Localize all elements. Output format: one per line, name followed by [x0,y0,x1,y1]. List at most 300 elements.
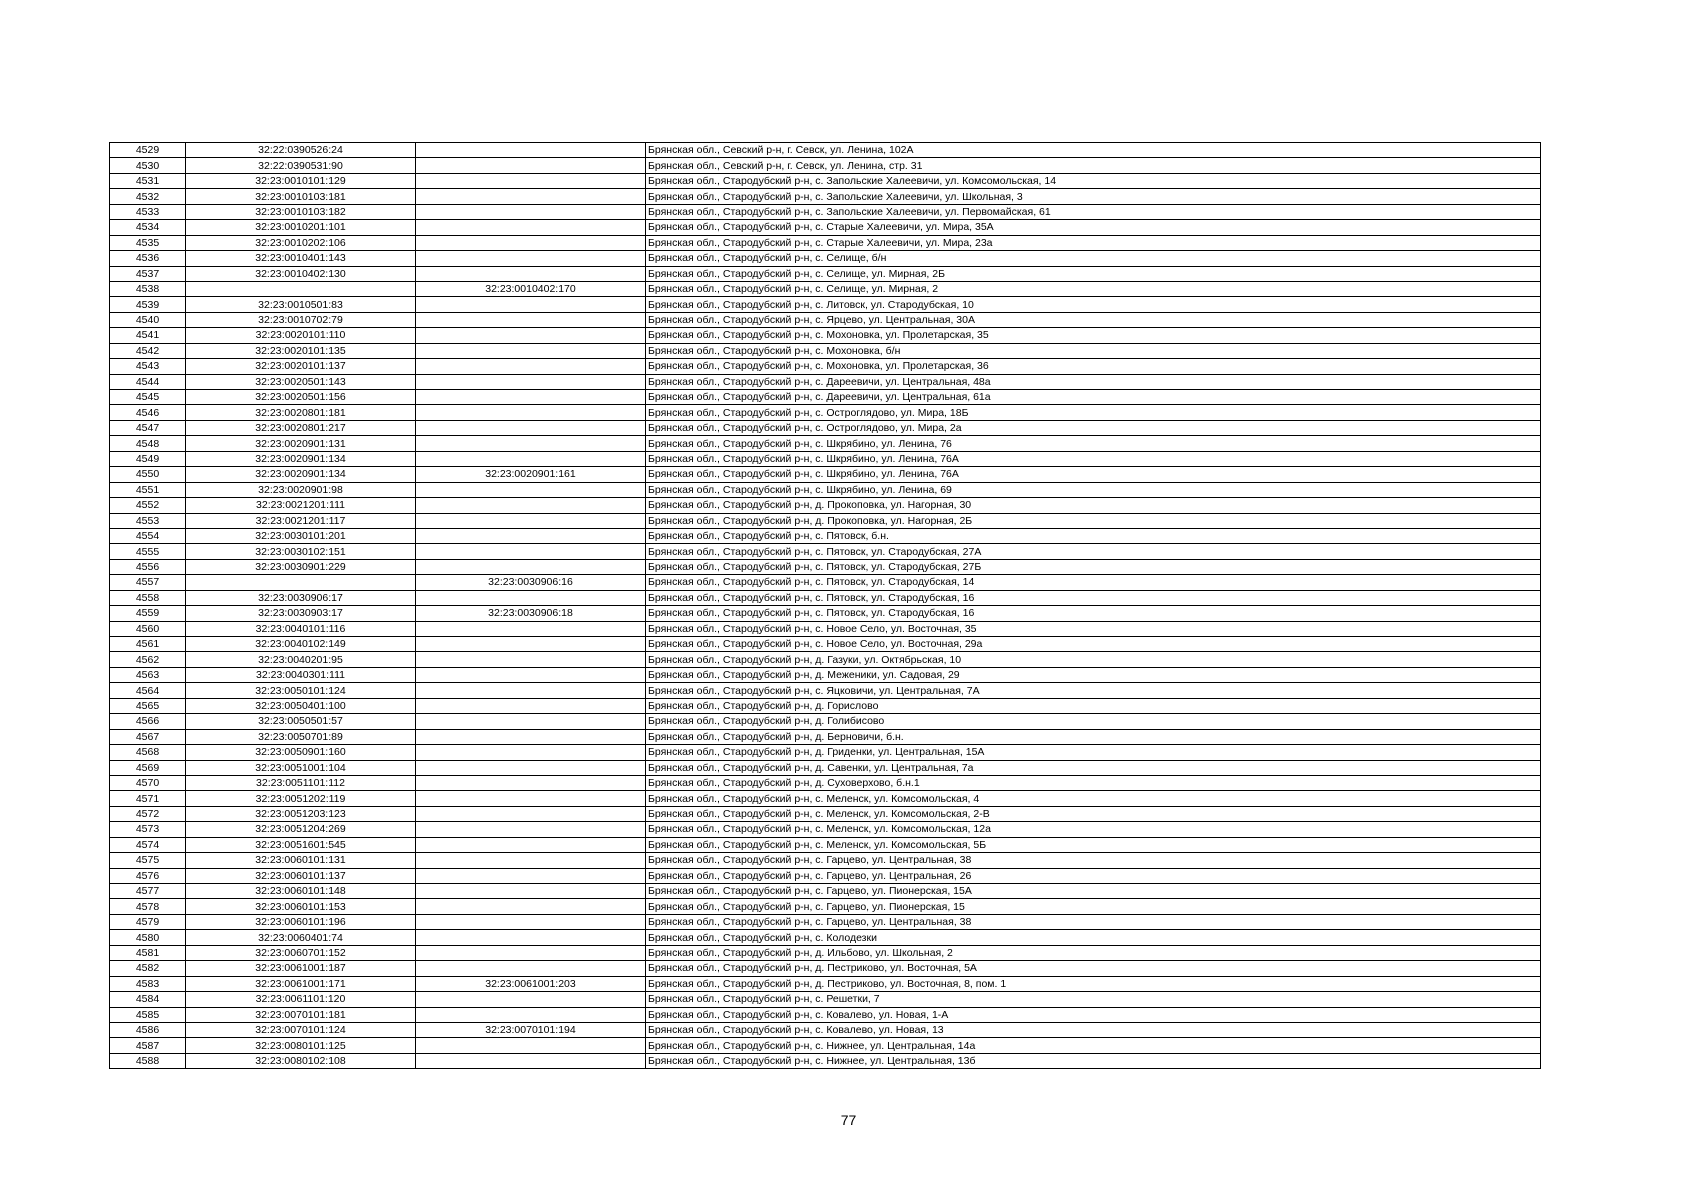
cadastral-number-cell: 32:22:0390531:90 [186,158,416,173]
table-row [110,204,1541,219]
registry-table-body [110,143,1541,1069]
row-number-cell: 4545 [110,390,186,405]
address-cell: Брянская обл., Стародубский р-н, д. Голибисово [646,714,1541,729]
address-cell: Брянская обл., Стародубский р-н, с. Меленск, ул. Комсомольская, 5Б [646,837,1541,852]
row-number-cell: 4577 [110,884,186,899]
row-number-cell: 4563 [110,667,186,682]
cadastral-number-cell: 32:23:0050401:100 [186,698,416,713]
linked-cadastral-number-cell [416,590,646,605]
row-number-cell: 4561 [110,637,186,652]
table-row [110,868,1541,883]
linked-cadastral-number-cell [416,328,646,343]
address-cell: Брянская обл., Стародубский р-н, с. Мохоновка, ул. Пролетарская, 36 [646,359,1541,374]
cadastral-number-cell: 32:23:0030903:17 [186,606,416,621]
table-row [110,405,1541,420]
cadastral-number-cell: 32:23:0050501:57 [186,714,416,729]
address-cell: Брянская обл., Стародубский р-н, д. Газуки, ул. Октябрьская, 10 [646,652,1541,667]
cadastral-number-cell: 32:23:0051101:112 [186,775,416,790]
row-number-cell: 4544 [110,374,186,389]
cadastral-number-cell: 32:23:0020901:131 [186,436,416,451]
table-row [110,806,1541,821]
address-cell: Брянская обл., Стародубский р-н, с. Запольские Халеевичи, ул. Первомайская, 61 [646,204,1541,219]
linked-cadastral-number-cell: 32:23:0030906:18 [416,606,646,621]
address-cell: Брянская обл., Стародубский р-н, с. Запольские Халеевичи, ул. Школьная, 3 [646,189,1541,204]
linked-cadastral-number-cell [416,513,646,528]
cadastral-number-cell: 32:23:0040201:95 [186,652,416,667]
row-number-cell: 4557 [110,575,186,590]
linked-cadastral-number-cell [416,374,646,389]
address-cell: Брянская обл., Стародубский р-н, с. Ковалево, ул. Новая, 13 [646,1022,1541,1037]
table-row [110,714,1541,729]
linked-cadastral-number-cell [416,745,646,760]
address-cell: Брянская обл., Стародубский р-н, с. Гарцево, ул. Центральная, 38 [646,914,1541,929]
address-cell: Брянская обл., Стародубский р-н, с. Пятовск, ул. Стародубская, 16 [646,606,1541,621]
table-row [110,914,1541,929]
cadastral-number-cell: 32:23:0030102:151 [186,544,416,559]
address-cell: Брянская обл., Стародубский р-н, с. Яцковичи, ул. Центральная, 7А [646,683,1541,698]
linked-cadastral-number-cell [416,544,646,559]
table-row [110,822,1541,837]
linked-cadastral-number-cell [416,637,646,652]
cadastral-number-cell: 32:23:0051601:545 [186,837,416,852]
address-cell: Брянская обл., Стародубский р-н, д. Ильбово, ул. Школьная, 2 [646,945,1541,960]
cadastral-number-cell [186,575,416,590]
cadastral-number-cell: 32:23:0020801:181 [186,405,416,420]
table-row [110,173,1541,188]
table-row [110,297,1541,312]
table-row [110,1038,1541,1053]
address-cell: Брянская обл., Стародубский р-н, с. Новое Село, ул. Восточная, 35 [646,621,1541,636]
linked-cadastral-number-cell [416,266,646,281]
cadastral-number-cell: 32:23:0051204:269 [186,822,416,837]
row-number-cell: 4543 [110,359,186,374]
cadastral-number-cell: 32:23:0030906:17 [186,590,416,605]
cadastral-number-cell: 32:23:0060101:137 [186,868,416,883]
table-row [110,513,1541,528]
cadastral-number-cell: 32:23:0020901:98 [186,482,416,497]
table-row [110,992,1541,1007]
cadastral-number-cell: 32:23:0010103:182 [186,204,416,219]
cadastral-number-cell: 32:23:0010402:130 [186,266,416,281]
row-number-cell: 4540 [110,312,186,327]
linked-cadastral-number-cell: 32:23:0010402:170 [416,281,646,296]
linked-cadastral-number-cell: 32:23:0030906:16 [416,575,646,590]
cadastral-number-cell: 32:23:0061001:187 [186,961,416,976]
linked-cadastral-number-cell [416,528,646,543]
table-row [110,312,1541,327]
linked-cadastral-number-cell [416,961,646,976]
address-cell: Брянская обл., Стародубский р-н, с. Мохоновка, б/н [646,343,1541,358]
row-number-cell: 4565 [110,698,186,713]
address-cell: Брянская обл., Стародубский р-н, с. Меленск, ул. Комсомольская, 2-В [646,806,1541,821]
row-number-cell: 4566 [110,714,186,729]
row-number-cell: 4537 [110,266,186,281]
linked-cadastral-number-cell [416,405,646,420]
linked-cadastral-number-cell [416,251,646,266]
cadastral-number-cell: 32:23:0020101:137 [186,359,416,374]
address-cell: Брянская обл., Стародубский р-н, д. Горислово [646,698,1541,713]
cadastral-number-cell: 32:22:0390526:24 [186,143,416,158]
address-cell: Брянская обл., Стародубский р-н, с. Гарцево, ул. Центральная, 38 [646,853,1541,868]
table-row [110,328,1541,343]
linked-cadastral-number-cell [416,451,646,466]
address-cell: Брянская обл., Стародубский р-н, с. Меленск, ул. Комсомольская, 12а [646,822,1541,837]
cadastral-number-cell: 32:23:0051001:104 [186,760,416,775]
row-number-cell: 4554 [110,528,186,543]
table-row [110,467,1541,482]
table-row [110,1053,1541,1068]
linked-cadastral-number-cell [416,914,646,929]
address-cell: Брянская обл., Стародубский р-н, с. Нижнее, ул. Центральная, 13б [646,1053,1541,1068]
address-cell: Брянская обл., Стародубский р-н, с. Запольские Халеевичи, ул. Комсомольская, 14 [646,173,1541,188]
linked-cadastral-number-cell [416,143,646,158]
address-cell: Брянская обл., Стародубский р-н, с. Селище, ул. Мирная, 2 [646,281,1541,296]
address-cell: Брянская обл., Стародубский р-н, д. Пестриково, ул. Восточная, 5А [646,961,1541,976]
row-number-cell: 4568 [110,745,186,760]
address-cell: Брянская обл., Стародубский р-н, с. Остроглядово, ул. Мира, 18Б [646,405,1541,420]
row-number-cell: 4581 [110,945,186,960]
row-number-cell: 4574 [110,837,186,852]
linked-cadastral-number-cell [416,173,646,188]
address-cell: Брянская обл., Стародубский р-н, с. Гарцево, ул. Центральная, 26 [646,868,1541,883]
table-row [110,899,1541,914]
address-cell: Брянская обл., Стародубский р-н, д. Берновичи, б.н. [646,729,1541,744]
linked-cadastral-number-cell [416,621,646,636]
address-cell: Брянская обл., Севский р-н, г. Севск, ул. Ленина, стр. 31 [646,158,1541,173]
address-cell: Брянская обл., Стародубский р-н, с. Шкрябино, ул. Ленина, 76А [646,451,1541,466]
row-number-cell: 4535 [110,235,186,250]
address-cell: Брянская обл., Стародубский р-н, д. Пестриково, ул. Восточная, 8, пом. 1 [646,976,1541,991]
address-cell: Брянская обл., Стародубский р-н, д. Прокоповка, ул. Нагорная, 2Б [646,513,1541,528]
row-number-cell: 4572 [110,806,186,821]
linked-cadastral-number-cell [416,420,646,435]
row-number-cell: 4556 [110,559,186,574]
linked-cadastral-number-cell [416,899,646,914]
linked-cadastral-number-cell [416,158,646,173]
linked-cadastral-number-cell [416,482,646,497]
table-row [110,281,1541,296]
linked-cadastral-number-cell [416,1007,646,1022]
address-cell: Брянская обл., Стародубский р-н, с. Меленск, ул. Комсомольская, 4 [646,791,1541,806]
cadastral-number-cell: 32:23:0020501:143 [186,374,416,389]
row-number-cell: 4588 [110,1053,186,1068]
address-cell: Брянская обл., Стародубский р-н, с. Нижнее, ул. Центральная, 14а [646,1038,1541,1053]
table-row [110,698,1541,713]
linked-cadastral-number-cell [416,1053,646,1068]
table-row [110,884,1541,899]
row-number-cell: 4562 [110,652,186,667]
table-row [110,498,1541,513]
cadastral-number-cell: 32:23:0010202:106 [186,235,416,250]
table-row [110,775,1541,790]
cadastral-number-cell: 32:23:0060101:153 [186,899,416,914]
row-number-cell: 4586 [110,1022,186,1037]
table-row [110,420,1541,435]
cadastral-number-cell: 32:23:0030101:201 [186,528,416,543]
row-number-cell: 4579 [110,914,186,929]
linked-cadastral-number-cell [416,714,646,729]
row-number-cell: 4578 [110,899,186,914]
cadastral-number-cell: 32:23:0060101:148 [186,884,416,899]
row-number-cell: 4584 [110,992,186,1007]
linked-cadastral-number-cell [416,683,646,698]
linked-cadastral-number-cell [416,992,646,1007]
linked-cadastral-number-cell [416,791,646,806]
linked-cadastral-number-cell [416,359,646,374]
linked-cadastral-number-cell [416,235,646,250]
row-number-cell: 4560 [110,621,186,636]
linked-cadastral-number-cell [416,698,646,713]
linked-cadastral-number-cell [416,652,646,667]
cadastral-number-cell: 32:23:0050701:89 [186,729,416,744]
row-number-cell: 4546 [110,405,186,420]
row-number-cell: 4538 [110,281,186,296]
cadastral-number-cell: 32:23:0080101:125 [186,1038,416,1053]
address-cell: Брянская обл., Стародубский р-н, с. Пятовск, б.н. [646,528,1541,543]
cadastral-number-cell: 32:23:0060101:131 [186,853,416,868]
cadastral-number-cell: 32:23:0040301:111 [186,667,416,682]
row-number-cell: 4582 [110,961,186,976]
table-row [110,451,1541,466]
table-row [110,729,1541,744]
table-row [110,343,1541,358]
linked-cadastral-number-cell [416,436,646,451]
row-number-cell: 4576 [110,868,186,883]
address-cell: Брянская обл., Стародубский р-н, с. Шкрябино, ул. Ленина, 76 [646,436,1541,451]
row-number-cell: 4530 [110,158,186,173]
table-row [110,158,1541,173]
address-cell: Брянская обл., Стародубский р-н, с. Пятовск, ул. Стародубская, 14 [646,575,1541,590]
linked-cadastral-number-cell [416,204,646,219]
row-number-cell: 4553 [110,513,186,528]
row-number-cell: 4542 [110,343,186,358]
address-cell: Брянская обл., Стародубский р-н, с. Ковалево, ул. Новая, 1-А [646,1007,1541,1022]
address-cell: Брянская обл., Стародубский р-н, с. Пятовск, ул. Стародубская, 16 [646,590,1541,605]
linked-cadastral-number-cell: 32:23:0061001:203 [416,976,646,991]
address-cell: Брянская обл., Стародубский р-н, с. Пятовск, ул. Стародубская, 27Б [646,559,1541,574]
cadastral-number-cell: 32:23:0020901:134 [186,467,416,482]
row-number-cell: 4564 [110,683,186,698]
table-row [110,575,1541,590]
linked-cadastral-number-cell [416,853,646,868]
linked-cadastral-number-cell [416,189,646,204]
address-cell: Брянская обл., Стародубский р-н, с. Дареевичи, ул. Центральная, 48а [646,374,1541,389]
row-number-cell: 4585 [110,1007,186,1022]
cadastral-number-cell: 32:23:0020101:135 [186,343,416,358]
cadastral-number-cell: 32:23:0050101:124 [186,683,416,698]
table-row [110,621,1541,636]
row-number-cell: 4571 [110,791,186,806]
linked-cadastral-number-cell [416,667,646,682]
row-number-cell: 4573 [110,822,186,837]
cadastral-number-cell: 32:23:0010401:143 [186,251,416,266]
linked-cadastral-number-cell [416,837,646,852]
table-row [110,220,1541,235]
cadastral-number-cell: 32:23:0040102:149 [186,637,416,652]
cadastral-number-cell: 32:23:0061101:120 [186,992,416,1007]
linked-cadastral-number-cell [416,297,646,312]
linked-cadastral-number-cell [416,930,646,945]
row-number-cell: 4559 [110,606,186,621]
row-number-cell: 4541 [110,328,186,343]
linked-cadastral-number-cell [416,729,646,744]
table-row [110,930,1541,945]
cadastral-number-cell: 32:23:0040101:116 [186,621,416,636]
address-cell: Брянская обл., Стародубский р-н, с. Пятовск, ул. Стародубская, 27А [646,544,1541,559]
table-row [110,390,1541,405]
table-row [110,266,1541,281]
row-number-cell: 4575 [110,853,186,868]
address-cell: Брянская обл., Стародубский р-н, с. Новое Село, ул. Восточная, 29а [646,637,1541,652]
linked-cadastral-number-cell [416,1038,646,1053]
address-cell: Брянская обл., Стародубский р-н, с. Остроглядово, ул. Мира, 2а [646,420,1541,435]
table-row [110,482,1541,497]
table-row [110,189,1541,204]
cadastral-number-cell: 32:23:0021201:117 [186,513,416,528]
cadastral-number-cell: 32:23:0010702:79 [186,312,416,327]
address-cell: Брянская обл., Стародубский р-н, д. Меженики, ул. Садовая, 29 [646,667,1541,682]
linked-cadastral-number-cell [416,559,646,574]
row-number-cell: 4536 [110,251,186,266]
address-cell: Брянская обл., Стародубский р-н, с. Старые Халеевичи, ул. Мира, 23а [646,235,1541,250]
address-cell: Брянская обл., Стародубский р-н, с. Ярцево, ул. Центральная, 30А [646,312,1541,327]
address-cell: Брянская обл., Стародубский р-н, с. Шкрябино, ул. Ленина, 76А [646,467,1541,482]
row-number-cell: 4549 [110,451,186,466]
linked-cadastral-number-cell [416,868,646,883]
address-cell: Брянская обл., Стародубский р-н, с. Старые Халеевичи, ул. Мира, 35А [646,220,1541,235]
table-row [110,683,1541,698]
cadastral-number-cell: 32:23:0050901:160 [186,745,416,760]
cadastral-number-cell: 32:23:0020801:217 [186,420,416,435]
table-row [110,359,1541,374]
cadastral-number-cell: 32:23:0021201:111 [186,498,416,513]
address-cell: Брянская обл., Стародубский р-н, с. Гарцево, ул. Пионерская, 15 [646,899,1541,914]
table-row [110,853,1541,868]
row-number-cell: 4531 [110,173,186,188]
cadastral-number-cell: 32:23:0070101:181 [186,1007,416,1022]
cadastral-number-cell: 32:23:0010103:181 [186,189,416,204]
table-row [110,837,1541,852]
row-number-cell: 4570 [110,775,186,790]
row-number-cell: 4569 [110,760,186,775]
linked-cadastral-number-cell [416,343,646,358]
cadastral-number-cell: 32:23:0051202:119 [186,791,416,806]
cadastral-number-cell: 32:23:0030901:229 [186,559,416,574]
table-row [110,559,1541,574]
linked-cadastral-number-cell [416,775,646,790]
row-number-cell: 4555 [110,544,186,559]
table-row [110,791,1541,806]
table-row [110,528,1541,543]
row-number-cell: 4552 [110,498,186,513]
table-row [110,374,1541,389]
cadastral-number-cell: 32:23:0051203:123 [186,806,416,821]
row-number-cell: 4548 [110,436,186,451]
linked-cadastral-number-cell [416,498,646,513]
address-cell: Брянская обл., Стародубский р-н, с. Шкрябино, ул. Ленина, 69 [646,482,1541,497]
cadastral-number-cell: 32:23:0080102:108 [186,1053,416,1068]
row-number-cell: 4532 [110,189,186,204]
address-cell: Брянская обл., Стародубский р-н, с. Колодезки [646,930,1541,945]
cadastral-number-cell [186,281,416,296]
address-cell: Брянская обл., Севский р-н, г. Севск, ул. Ленина, 102А [646,143,1541,158]
cadastral-number-cell: 32:23:0060401:74 [186,930,416,945]
registry-table [109,142,1541,1069]
address-cell: Брянская обл., Стародубский р-н, д. Прокоповка, ул. Нагорная, 30 [646,498,1541,513]
address-cell: Брянская обл., Стародубский р-н, д. Суховерхово, б.н.1 [646,775,1541,790]
cadastral-number-cell: 32:23:0010501:83 [186,297,416,312]
row-number-cell: 4534 [110,220,186,235]
cadastral-number-cell: 32:23:0070101:124 [186,1022,416,1037]
table-row [110,652,1541,667]
address-cell: Брянская обл., Стародубский р-н, д. Гриденки, ул. Центральная, 15А [646,745,1541,760]
row-number-cell: 4547 [110,420,186,435]
table-row [110,976,1541,991]
linked-cadastral-number-cell [416,822,646,837]
cadastral-number-cell: 32:23:0060101:196 [186,914,416,929]
table-row [110,235,1541,250]
row-number-cell: 4587 [110,1038,186,1053]
row-number-cell: 4529 [110,143,186,158]
cadastral-number-cell: 32:23:0020101:110 [186,328,416,343]
linked-cadastral-number-cell [416,312,646,327]
table-row [110,1022,1541,1037]
table-row [110,760,1541,775]
linked-cadastral-number-cell [416,806,646,821]
cadastral-number-cell: 32:23:0010101:129 [186,173,416,188]
address-cell: Брянская обл., Стародубский р-н, с. Литовск, ул. Стародубская, 10 [646,297,1541,312]
cadastral-number-cell: 32:23:0010201:101 [186,220,416,235]
cadastral-number-cell: 32:23:0020901:134 [186,451,416,466]
address-cell: Брянская обл., Стародубский р-н, с. Селище, ул. Мирная, 2Б [646,266,1541,281]
address-cell: Брянская обл., Стародубский р-н, д. Савенки, ул. Центральная, 7а [646,760,1541,775]
address-cell: Брянская обл., Стародубский р-н, с. Мохоновка, ул. Пролетарская, 35 [646,328,1541,343]
cadastral-number-cell: 32:23:0020501:156 [186,390,416,405]
row-number-cell: 4533 [110,204,186,219]
table-row [110,1007,1541,1022]
linked-cadastral-number-cell [416,220,646,235]
table-row [110,945,1541,960]
address-cell: Брянская обл., Стародубский р-н, с. Решетки, 7 [646,992,1541,1007]
row-number-cell: 4539 [110,297,186,312]
linked-cadastral-number-cell [416,390,646,405]
linked-cadastral-number-cell: 32:23:0070101:194 [416,1022,646,1037]
cadastral-number-cell: 32:23:0061001:171 [186,976,416,991]
address-cell: Брянская обл., Стародубский р-н, с. Дареевичи, ул. Центральная, 61а [646,390,1541,405]
cadastral-number-cell: 32:23:0060701:152 [186,945,416,960]
row-number-cell: 4580 [110,930,186,945]
row-number-cell: 4558 [110,590,186,605]
table-row [110,961,1541,976]
table-row [110,590,1541,605]
table-row [110,745,1541,760]
row-number-cell: 4551 [110,482,186,497]
table-row [110,637,1541,652]
table-row [110,606,1541,621]
table-row [110,436,1541,451]
linked-cadastral-number-cell [416,884,646,899]
table-row [110,251,1541,266]
address-cell: Брянская обл., Стародубский р-н, с. Гарцево, ул. Пионерская, 15А [646,884,1541,899]
table-row [110,143,1541,158]
address-cell: Брянская обл., Стародубский р-н, с. Селище, б/н [646,251,1541,266]
row-number-cell: 4567 [110,729,186,744]
row-number-cell: 4550 [110,467,186,482]
row-number-cell: 4583 [110,976,186,991]
linked-cadastral-number-cell [416,945,646,960]
linked-cadastral-number-cell [416,760,646,775]
table-row [110,544,1541,559]
